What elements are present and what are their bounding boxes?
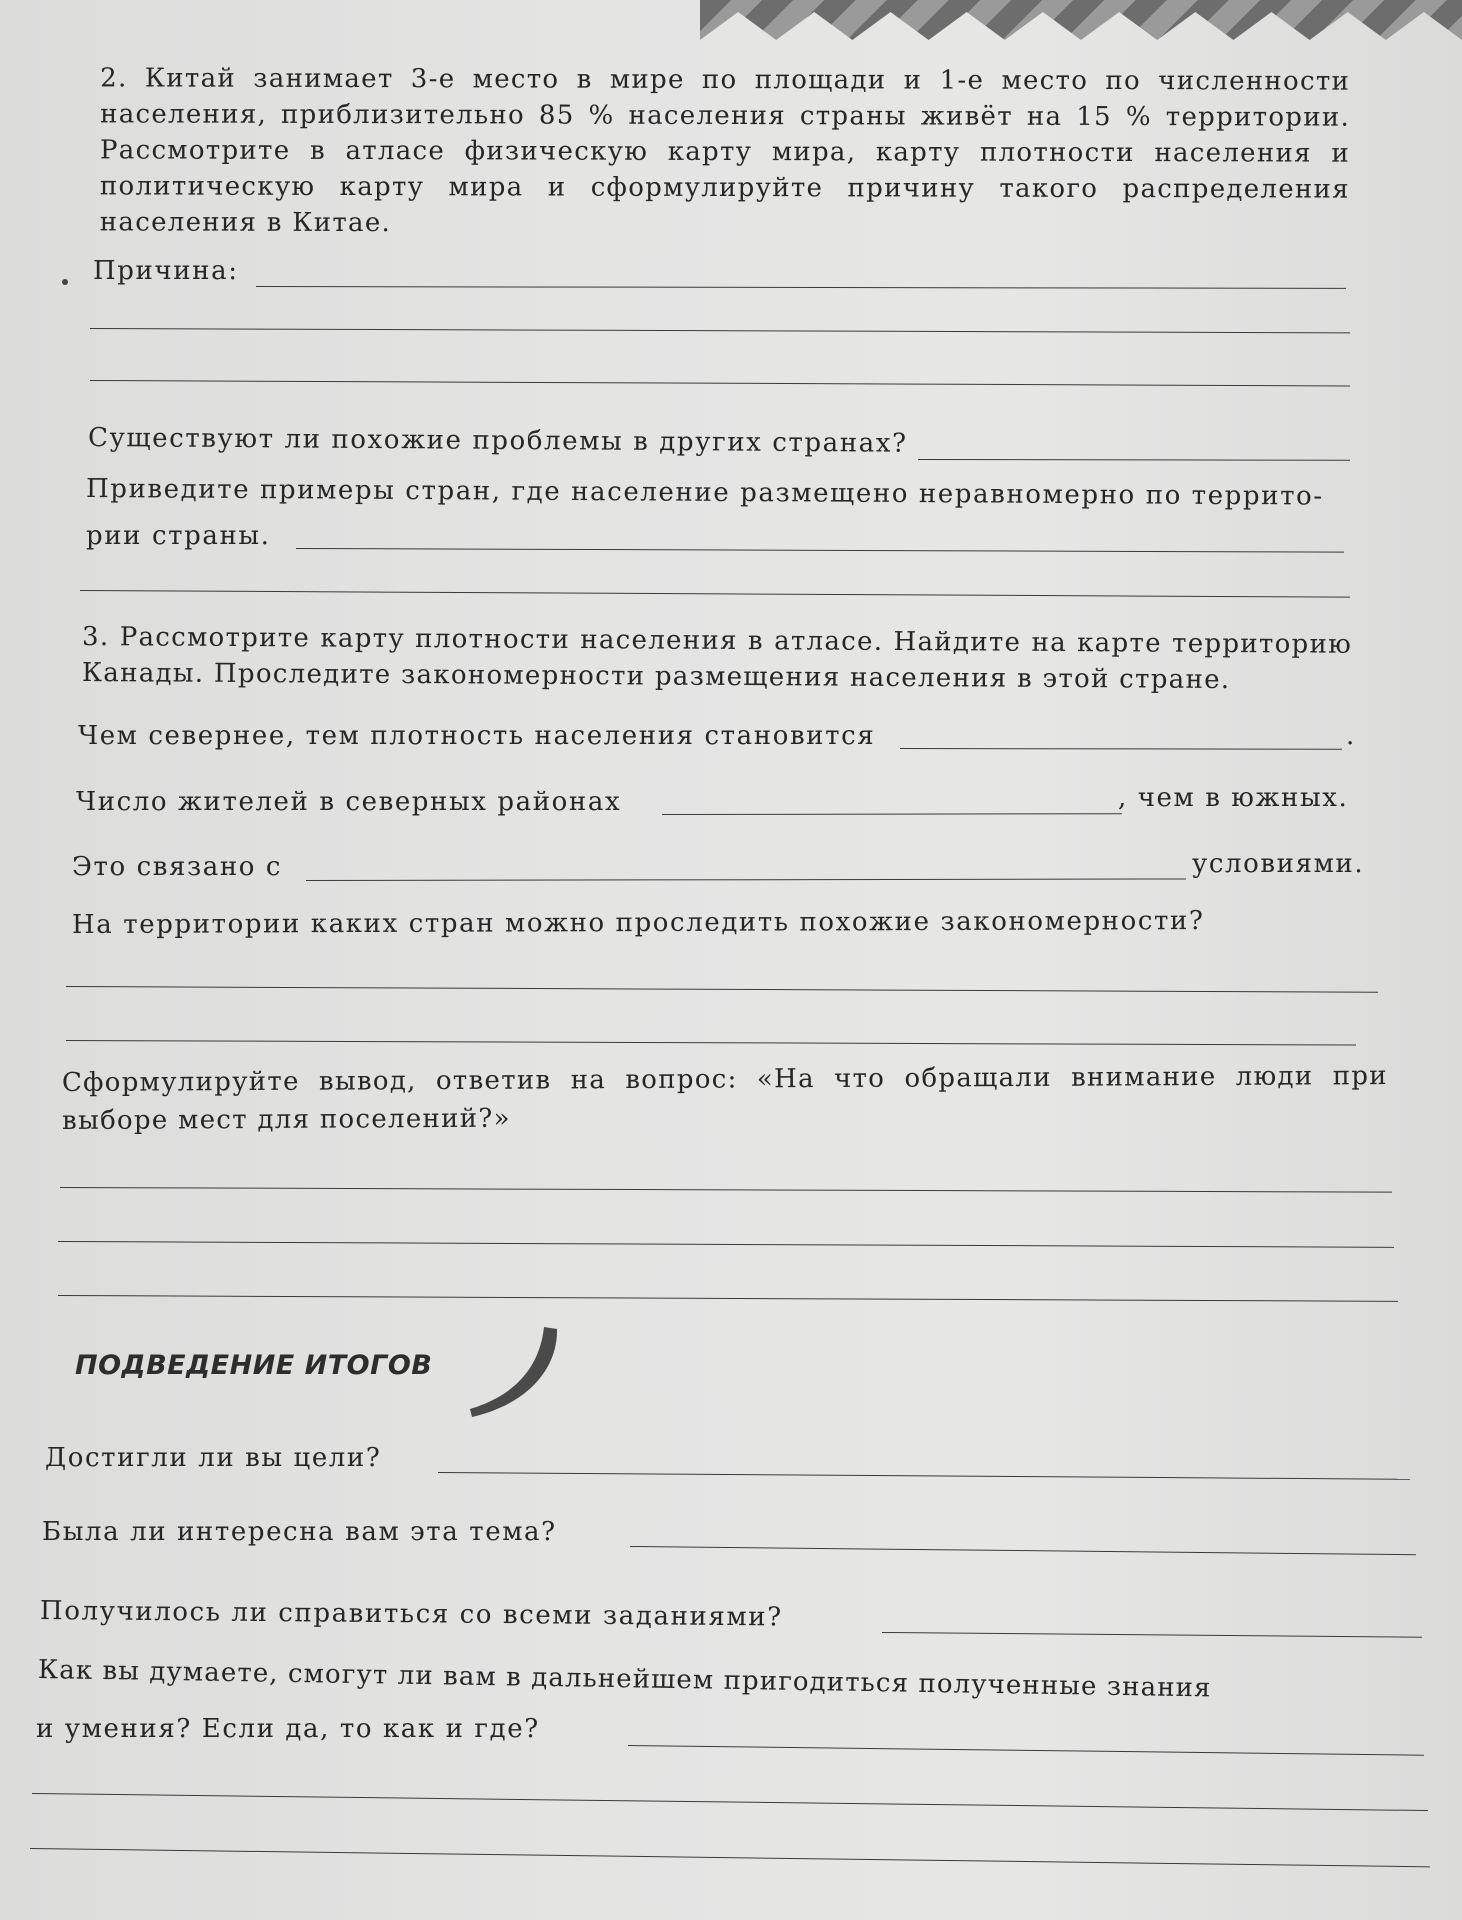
answer-line-reason[interactable]: [256, 286, 1346, 289]
task2-examples-line1: Приведите примеры стран, где население размещено неравномерно по террито-: [85, 474, 1324, 512]
task3-related-to-end: условиями.: [1192, 849, 1365, 879]
summary-all-tasks: Получилось ли справиться со всеми заданиями?: [39, 1596, 783, 1633]
answer-line-useful-2[interactable]: [32, 1793, 1428, 1811]
task2-similar-problems: Существуют ли похожие проблемы в других странах?: [87, 423, 908, 459]
task2-question: 2. Китай занимает 3-е место в мире по площади и 1-е место по численности населения, приблизительно 85 % населения страны живёт на 15 % территории. Рассмотрите в атласе физическую карту мира, карту плотности населения и политическую карту мира и сформулируйте причину такого распределения населения в Китае.: [99, 63, 1351, 239]
summary-heading: ПОДВЕДЕНИЕ ИТОГОВ: [75, 1350, 433, 1381]
answer-line-similar-problems[interactable]: [918, 459, 1350, 461]
answer-line-conclusion-3[interactable]: [58, 1295, 1398, 1302]
answer-line-interesting[interactable]: [630, 1546, 1416, 1555]
task2-examples-line2: рии страны.: [86, 521, 271, 551]
answer-line-north-density[interactable]: [900, 748, 1342, 750]
task3-north-density-end: .: [1346, 721, 1356, 751]
task3-similar-countries: На территории каких стран можно проследить похожие закономерности?: [71, 906, 1205, 940]
task3-related-to: Это связано с: [72, 852, 283, 882]
answer-line-similar-countries-2[interactable]: [66, 1040, 1356, 1046]
answer-line-residents-north[interactable]: [662, 813, 1122, 815]
task3-conclusion: Сформулируйте вывод, ответив на вопрос: «На что обращали внимание люди при выборе мест для поселений?»: [61, 1061, 1388, 1136]
swoosh-icon: [462, 1325, 572, 1425]
decorative-zigzag-border: [700, 0, 1462, 40]
task3-north-density: Чем севернее, тем плотность населения становится: [78, 721, 876, 751]
task3-residents-north: Число жителей в северных районах: [76, 787, 622, 817]
answer-line-all-tasks[interactable]: [882, 1632, 1422, 1638]
answer-line-related-to[interactable]: [306, 878, 1186, 881]
answer-line-useful[interactable]: [628, 1745, 1424, 1756]
summary-useful-line1: Как вы думаете, смогут ли вам в дальнейшем пригодиться полученные знания: [37, 1655, 1212, 1704]
task3-question: 3. Рассмотрите карту плотности населения в атласе. Найдите на карте территорию Канады. Проследите закономерности размещения населения в этой стране.: [81, 622, 1353, 696]
task3-residents-north-end: , чем в южных.: [1118, 783, 1349, 813]
margin-dot: [62, 279, 68, 285]
summary-interesting: Была ли интересна вам эта тема?: [42, 1517, 557, 1547]
answer-line-conclusion[interactable]: [60, 1187, 1392, 1193]
answer-line-similar-countries[interactable]: [66, 986, 1378, 993]
answer-line-conclusion-2[interactable]: [58, 1241, 1394, 1248]
task2-reason-label: Причина:: [93, 256, 239, 286]
answer-line-reason-2[interactable]: [90, 328, 1350, 333]
answer-line-examples[interactable]: [296, 548, 1344, 553]
answer-line-reason-3[interactable]: [90, 380, 1350, 386]
summary-useful-line2: и умения? Если да, то как и где?: [36, 1714, 540, 1744]
summary-goal: Достигли ли вы цели?: [45, 1443, 382, 1473]
answer-line-useful-3[interactable]: [30, 1848, 1430, 1867]
answer-line-goal[interactable]: [438, 1472, 1410, 1480]
answer-line-examples-2[interactable]: [80, 590, 1350, 598]
